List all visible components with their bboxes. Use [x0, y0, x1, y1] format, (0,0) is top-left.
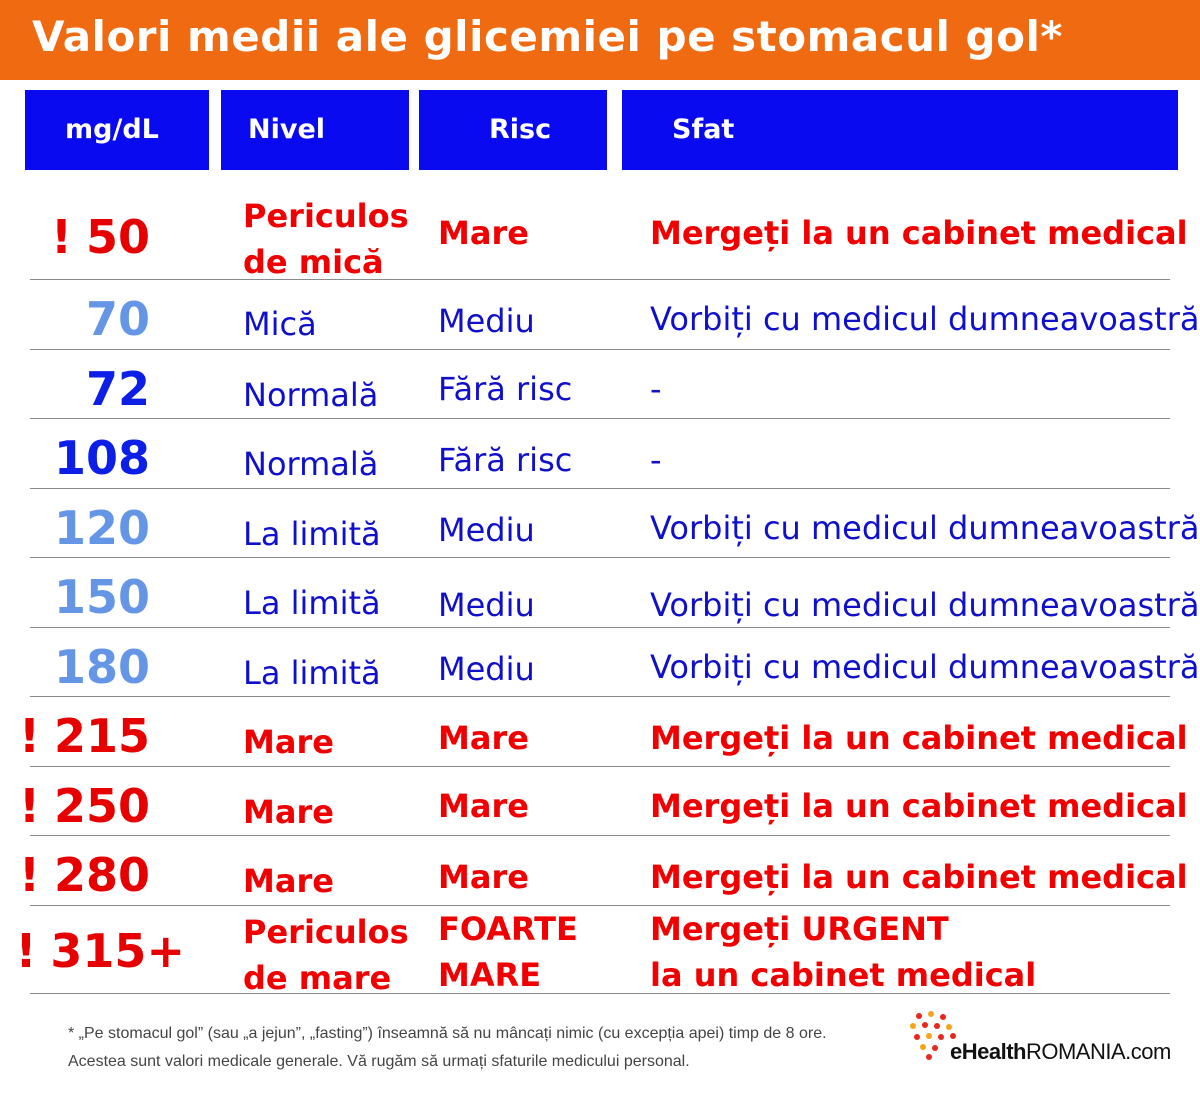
risk-cell	[438, 906, 578, 998]
risk-cell: Mare	[438, 719, 529, 757]
table-row	[18, 697, 1188, 767]
warning-mark: !	[18, 709, 40, 763]
logo-text-regular: ROMANIA.com	[1025, 1039, 1171, 1064]
footnote	[68, 1020, 827, 1076]
value-number: 250	[53, 779, 150, 833]
risk-cell: Fără risc	[438, 441, 573, 479]
advice-cell: Vorbiți cu medicul dumneavoastră	[650, 586, 1200, 624]
level-cell: La limită	[243, 515, 381, 553]
table-row	[18, 767, 1188, 836]
advice-cell: Mergeți la un cabinet medical	[650, 858, 1188, 896]
advice-cell: Mergeți la un cabinet medical	[650, 719, 1188, 757]
value-cell	[51, 210, 150, 264]
table-row	[30, 350, 1170, 419]
header-risk: Risc	[419, 90, 607, 170]
advice-line-1: Mergeți URGENT	[650, 910, 949, 948]
risk-cell: Mare	[438, 214, 529, 252]
table-row	[30, 280, 1200, 350]
value-number: 50	[85, 210, 150, 264]
advice-cell: Vorbiți cu medicul dumneavoastră	[650, 648, 1200, 686]
risk-cell: Fără risc	[438, 370, 573, 408]
risk-cell: Mediu	[438, 302, 535, 340]
risk-cell: Mediu	[438, 650, 535, 688]
risk-line-2: MARE	[438, 956, 542, 994]
table-row	[18, 836, 1188, 906]
header-mgdl: mg/dL	[25, 90, 209, 170]
level-cell: La limită	[243, 584, 381, 622]
table-row	[30, 419, 1170, 489]
header-level: Nivel	[221, 90, 409, 170]
advice-cell: Mergeți la un cabinet medical	[650, 787, 1188, 825]
level-cell: La limită	[243, 654, 381, 692]
level-cell: Normală	[243, 376, 379, 414]
warning-mark: !	[18, 848, 40, 902]
level-cell: Mică	[243, 305, 317, 343]
footnote-line-1: * „Pe stomacul gol” (sau „a jejun”, „fasting”) înseamnă să nu mâncați nimic (cu excepția apei) timp de 8 ore.	[68, 1025, 827, 1042]
advice-cell: -	[650, 441, 662, 479]
risk-line-1: FOARTE	[438, 910, 578, 948]
level-line-2: de mică	[243, 243, 384, 281]
value-cell: 150	[53, 570, 150, 624]
value-cell	[15, 924, 185, 978]
level-line-1: Periculos	[243, 197, 409, 235]
value-number: 280	[53, 848, 150, 902]
logo-text-bold: eHealth	[950, 1039, 1026, 1064]
table-row	[30, 558, 1200, 628]
logo-text	[950, 1039, 1171, 1065]
value-number: 315+	[50, 924, 185, 978]
level-line-2: de mare	[243, 959, 392, 997]
table-row	[30, 628, 1200, 697]
header-advice: Sfat	[622, 90, 1178, 170]
value-cell	[19, 779, 150, 833]
advice-cell: Mergeți la un cabinet medical	[650, 214, 1188, 252]
value-cell	[19, 709, 150, 763]
advice-cell: Vorbiți cu medicul dumneavoastră	[650, 509, 1200, 547]
warning-mark: !	[18, 779, 40, 833]
value-cell: 70	[85, 292, 150, 346]
warning-mark: !	[51, 210, 72, 264]
level-cell: Mare	[243, 862, 334, 900]
advice-cell: Vorbiți cu medicul dumneavoastră	[650, 300, 1200, 338]
advice-cell	[650, 906, 1036, 998]
level-cell	[243, 909, 409, 1001]
value-cell	[19, 848, 150, 902]
risk-cell: Mare	[438, 858, 529, 896]
risk-cell: Mediu	[438, 511, 535, 549]
value-cell: 108	[53, 431, 150, 485]
risk-cell: Mare	[438, 787, 529, 825]
title-banner	[0, 0, 1200, 80]
level-cell	[243, 193, 409, 285]
advice-line-2: la un cabinet medical	[650, 956, 1037, 994]
value-number: 215	[53, 709, 150, 763]
page-title: Valori medii ale glicemiei pe stomacul gol*	[32, 12, 1063, 61]
value-cell: 180	[53, 640, 150, 694]
level-cell: Mare	[243, 793, 334, 831]
footnote-line-2: Acestea sunt valori medicale generale. Vă rugăm să urmați sfaturile medicului personal.	[68, 1053, 690, 1070]
value-cell: 120	[53, 501, 150, 555]
ehealth-logo[interactable]	[905, 1008, 1171, 1068]
warning-mark: !	[15, 924, 37, 978]
level-cell: Mare	[243, 723, 334, 761]
level-cell: Normală	[243, 445, 379, 483]
table-row	[15, 906, 1170, 997]
table-row	[30, 489, 1200, 558]
advice-cell: -	[650, 370, 662, 408]
risk-cell: Mediu	[438, 586, 535, 624]
value-cell: 72	[85, 362, 150, 416]
level-line-1: Periculos	[243, 913, 409, 951]
table-row	[30, 190, 1188, 281]
